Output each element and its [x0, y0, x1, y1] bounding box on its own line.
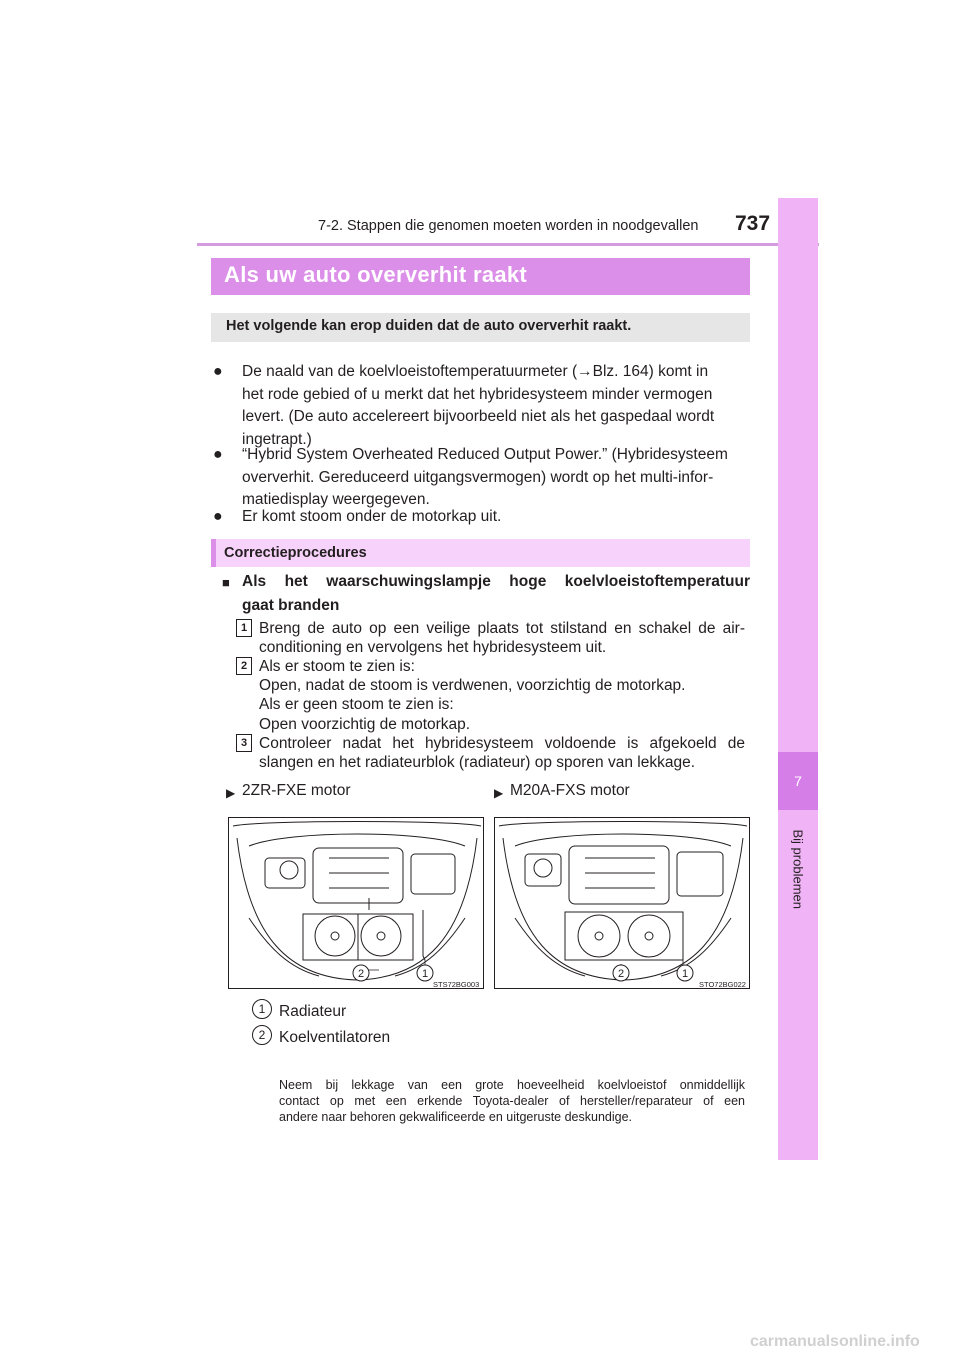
chapter-number-tab: 7: [778, 752, 818, 810]
step-text-1: [259, 619, 745, 657]
step-line: Open, nadat de stoom is verdwenen, voorzichtig de motorkap.: [259, 677, 686, 695]
figure-marker-2: ▶: [494, 786, 504, 800]
section-heading-line: Als het waarschuwingslampje hoge koelvloeistoftemperatuur: [242, 573, 750, 590]
step-number-2: 2: [236, 657, 252, 675]
callout-2: 2: [617, 968, 625, 980]
note-line: Neem bij lekkage van een grote hoeveelheid koelvloeistof onmiddellijk: [279, 1078, 745, 1092]
step-line: Breng de auto op een veilige plaats tot stilstand en schakel de air-: [259, 620, 745, 637]
leak-note: [279, 1078, 745, 1125]
step-line: Controleer nadat het hybridesysteem voldoende is afgekoeld de: [259, 735, 745, 752]
section-heading: [242, 570, 750, 618]
page-title: Als uw auto oververhit raakt: [224, 262, 528, 287]
bullet-dot: ●: [213, 446, 223, 463]
running-header: 7-2. Stappen die genomen moeten worden in noodgevallen: [318, 218, 699, 234]
bullet-line: De naald van de koelvloeistoftemperatuurmeter (→Blz. 164) komt in: [242, 363, 709, 380]
bullet-dot: ●: [213, 508, 223, 525]
bullet-dot: ●: [213, 363, 223, 380]
figure-label-2: M20A-FXS motor: [510, 782, 630, 799]
engine-bay-icon: [495, 818, 750, 989]
callout-1: 1: [681, 968, 689, 980]
section-heading-line: gaat branden: [242, 597, 340, 614]
figure-code-2: STO72BG022: [699, 980, 746, 989]
intro-heading: Het volgende kan erop duiden dat de auto oververhit raakt.: [226, 318, 632, 334]
engine-illustration-2zr: [228, 817, 484, 989]
step-text-3: [259, 734, 745, 772]
step-line: Open voorzichtig de motorkap.: [259, 715, 471, 733]
step-line: Als er geen stoom te zien is:: [259, 696, 454, 714]
bullet-line: levert. (De auto accelereert bijvoorbeeld niet als het gaspedaal wordt: [242, 408, 715, 426]
step-number-3: 3: [236, 734, 252, 752]
legend-label-2: Koelventilatoren: [279, 1029, 391, 1046]
step-line: Als er stoom te zien is:: [259, 658, 415, 675]
note-line: contact op met een erkende Toyota-dealer of hersteller/reparateur of een: [279, 1093, 745, 1108]
callout-1: 1: [421, 968, 429, 980]
callout-2: 2: [357, 968, 365, 980]
figure-label-1: 2ZR-FXE motor: [242, 782, 351, 799]
symptom-bullet-1: [213, 361, 751, 451]
page-number: 737: [735, 212, 771, 235]
chapter-label: Bij problemen: [790, 829, 806, 909]
bullet-line: matiedisplay weergegeven.: [242, 491, 430, 509]
watermark: carmanualsonline.info: [750, 1333, 920, 1350]
legend-number-1: 1: [252, 999, 272, 1019]
bullet-line: Er komt stoom onder de motorkap uit.: [242, 508, 502, 525]
bullet-line: het rode gebied of u merkt dat het hybridesysteem minder vermogen: [242, 385, 713, 403]
step-number-1: 1: [236, 619, 252, 637]
bullet-line: ingetrapt.): [242, 430, 312, 448]
symptom-bullet-2: [213, 444, 751, 512]
bullet-line: “Hybrid System Overheated Reduced Output Power.” (Hybridesysteem: [242, 446, 728, 463]
step-line: conditioning en vervolgens het hybridesysteem uit.: [259, 639, 607, 657]
figure-code-1: STS72BG003: [433, 980, 480, 989]
legend-label-1: Radiateur: [279, 1003, 347, 1020]
chapter-side-tab: [778, 198, 818, 1160]
engine-bay-icon: [229, 818, 484, 989]
step-text-2: [259, 657, 745, 734]
header-rule: [197, 243, 819, 246]
step-line: slangen en het radiateurblok (radiateur) op sporen van lekkage.: [259, 754, 695, 772]
note-line: andere naar behoren gekwalificeerde en uitgeruste deskundige.: [279, 1109, 633, 1124]
bullet-line: oververhit. Gereduceerd uitgangsvermogen) wordt op het multi-infor-: [242, 468, 714, 486]
figure-marker-1: ▶: [226, 786, 236, 800]
procedures-heading: Correctieprocedures: [224, 545, 367, 561]
engine-illustration-m20a: [494, 817, 750, 989]
legend-number-2: 2: [252, 1025, 272, 1045]
section-marker: ■: [222, 575, 230, 590]
symptom-bullet-3: [213, 506, 751, 529]
